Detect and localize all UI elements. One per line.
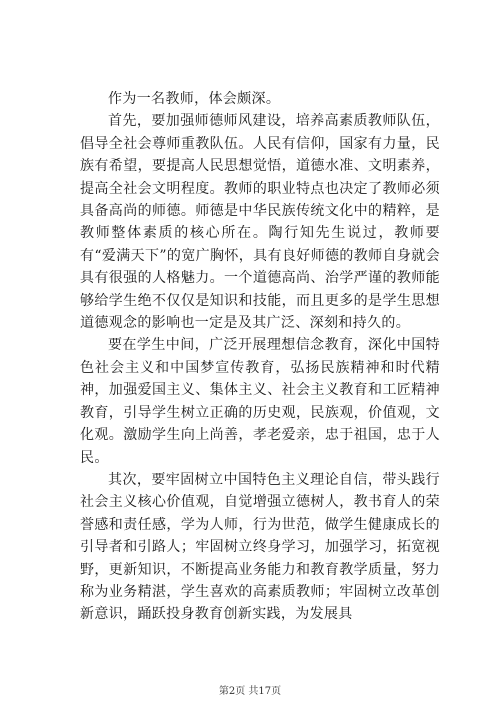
- paragraph-theory-confidence: 其次，要牢固树立中国特色主义理论自信，带头践行社会主义核心价值观，自觉增强立德树人，教书育人的荣誉感和责任感，学为人师，行为世范，做学生健康成长的引导者和引路人；牢固树立终身学习，加强学习，拓宽视野，更新知识，不断提高业务能力和教育教学质量，努力称为业务精湛，学生喜欢的高素质教师；牢固树立改革创新意识，踊跃投身教育创新实践，为发展具: [80, 471, 440, 623]
- document-body: [80, 88, 440, 626]
- paragraph-intro: 作为一名教师，体会颇深。: [108, 91, 281, 107]
- page-number-footer: 第2页 共17页: [218, 686, 282, 697]
- paragraph-teacher-ethics: 首先，要加强师德师风建设，培养高素质教师队伍，倡导全社会尊师重教队伍。人民有信仰，国家有力量，民族有希望，要提高人民思想觉悟，道德水准、文明素养，提高全社会文明程度。教师的职业特点也决定了教师必须具备高尚的师德。师德是中华民族传统文化中的精粹，是教师整体素质的核心所在。陶行知先生说过，教师要有“爱满天下”的宽广胸怀，具有良好师德的教师自身就会具有很强的人格魅力。一个道德高尚、治学严谨的教师能够给学生绝不仅仅是知识和技能，而且更多的是学生思想道德观念的影响也一定是及其广泛、深刻和持久的。: [80, 113, 440, 332]
- paragraph-ideals-education: 要在学生中间，广泛开展理想信念教育，深化中国特色社会主义和中国梦宣传教育，弘扬民族精神和时代精神，加强爱国主义、集体主义、社会主义教育和工匠精神教育，引导学生树立正确的历史观，民族观，价值观，文化观。激励学生向上尚善，孝老爱亲，忠于祖国，忠于人民。: [80, 337, 440, 466]
